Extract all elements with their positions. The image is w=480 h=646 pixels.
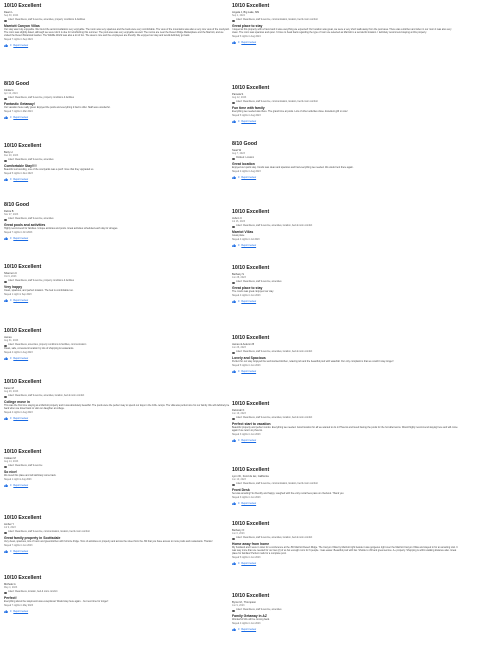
review-date: Apr 12, 2024 [4, 92, 18, 96]
liked-icon [232, 158, 235, 161]
review-score: 10/10 Excellent [232, 335, 270, 341]
review-tags-text: Liked: Cleanliness, staff & service, amenities, location, bed & room comfort [8, 395, 85, 398]
review-tags [4, 19, 230, 22]
review-tags-text: Liked: Cleanliness, staff & service, communication, location, bed & room comfort [236, 19, 318, 22]
review-actions [4, 417, 230, 420]
review-author: Debra B [4, 210, 14, 213]
review-body: Set was amazing! So friendly and happy. Laughed with the entry rental fees pass on checkout. Thank you [232, 492, 344, 496]
review-actions [4, 44, 230, 47]
review-title: Home away from home [232, 541, 270, 546]
review-date: Dec 20, 2023 [4, 154, 19, 158]
review-stayed: Stayed 7 nights in Mar 2024 [4, 111, 33, 114]
report-review-link[interactable]: Report review [13, 178, 29, 182]
thumbs-up-icon[interactable] [4, 610, 8, 613]
review-tags-text: Liked: Cleanliness, staff & service, communication, location, bed & room comfort [236, 101, 318, 104]
review-stayed: Stayed 1 night in Aug 2023 [4, 479, 32, 482]
review-stayed: Stayed 4 nights in Jun 2023 [232, 623, 261, 626]
review-actions [4, 484, 230, 487]
helpful-count: 0 [10, 299, 12, 303]
review-stayed: Stayed 3 nights in Jun 2023 [232, 497, 261, 500]
review-stayed: Stayed 5 nights in Aug 2024 [232, 36, 261, 39]
review-body: Very clean, spacious, lots of room and great kitchen with full size fridge. Tons of activities on property and across the street from the JW that you have access to more pools and restaurants. Thanks! [4, 540, 213, 544]
review-body: Wonderful! We will be coming back. [232, 618, 270, 622]
review-actions [4, 116, 230, 119]
review-date: Jun 9, 2023 [232, 604, 245, 608]
thumbs-up-icon[interactable] [4, 357, 8, 360]
report-review-link[interactable]: Report review [13, 357, 29, 361]
review-stayed: Stayed 1 night in Sep 2023 [4, 294, 32, 297]
review-card [232, 141, 458, 179]
review-title: Family Getaway in AZ [232, 613, 267, 618]
helpful-count: 0 [238, 502, 240, 506]
review-author: Michele G [4, 583, 16, 586]
liked-icon [4, 219, 7, 222]
review-stayed: Stayed 5 nights in Dec 2023 [4, 173, 33, 176]
review-author: Cinda G [4, 89, 14, 92]
review-card [4, 202, 230, 240]
review-date: Jun 6, 2023 [232, 532, 245, 536]
review-tags-text: Liked: Cleanliness, staff & service, communication, location, bed & room comfort [8, 531, 90, 534]
review-body: Enjoyed our quick stay. Condo was clean and spacious and had everything we needed. We would rent there again. [232, 166, 354, 170]
review-card [232, 3, 458, 44]
review-score: 10/10 Excellent [4, 3, 42, 9]
review-author: Shannon C [4, 272, 17, 275]
helpful-count: 0 [10, 116, 12, 120]
report-review-link[interactable]: Report review [241, 628, 257, 632]
review-actions [232, 300, 458, 303]
report-review-link[interactable]: Report review [13, 299, 29, 303]
helpful-count: 0 [10, 550, 12, 554]
report-review-link[interactable]: Report review [13, 417, 29, 421]
review-actions [232, 562, 458, 565]
helpful-count: 0 [238, 41, 240, 45]
liked-icon [232, 20, 235, 23]
review-title: Great location [232, 161, 255, 166]
review-tags [4, 280, 230, 283]
review-date: Aug 12, 2023 [232, 96, 247, 100]
review-score: 10/10 Excellent [4, 575, 42, 581]
review-score: 8/10 Good [4, 81, 30, 87]
review-score: 10/10 Excellent [232, 467, 270, 473]
review-title: Front Desk [232, 487, 250, 492]
review-date: Sep 1, 2024 [232, 14, 245, 18]
thumbs-up-icon[interactable] [4, 178, 8, 181]
thumbs-up-icon[interactable] [232, 502, 236, 505]
review-stayed: Stayed 4 nights in Jul 2023 [232, 239, 260, 242]
review-stayed: Stayed 2 nights in Aug 2023 [232, 171, 261, 174]
review-author: Bethany O [232, 529, 245, 532]
review-title: Lovely and Spacious [232, 355, 266, 360]
review-body: Our vacation here really great. Enjoyed the pools and everything it had to offer. Staff were wonderful. [4, 106, 111, 110]
liked-icon [232, 418, 235, 421]
review-title: Fantastic Getaway! [4, 101, 35, 106]
review-tags-text: Liked: Cleanliness, staff & service, amenities, location, bed & room comfort [236, 417, 313, 420]
review-score: 10/10 Excellent [232, 3, 270, 9]
review-body: Perfect for our stay. Enjoyed the well stocked kitchen, relaxing tub and the beautiful pool with waterfall. Our only complaint is that we couldn't stay longer! [232, 360, 394, 364]
report-review-link[interactable]: Report review [13, 44, 29, 48]
review-actions [232, 370, 458, 373]
review-author: Deborah K [232, 409, 245, 412]
helpful-count: 0 [238, 439, 240, 443]
review-author: Colleen M [4, 457, 16, 460]
thumbs-up-icon[interactable] [232, 120, 236, 123]
review-tags-text: Disliked: Location [236, 157, 255, 160]
review-tags-text: Liked: Cleanliness, location, bed & room comfort [8, 591, 58, 594]
review-actions [232, 176, 458, 179]
liked-icon [232, 610, 235, 613]
review-tags-text: Liked: Cleanliness, staff & service, amenities, location, bed & room comfort [236, 537, 313, 540]
review-stayed: Stayed 7 nights in May 2023 [4, 605, 33, 608]
review-card [4, 3, 230, 47]
review-card [232, 335, 458, 373]
liked-icon [4, 592, 7, 595]
review-actions [232, 502, 458, 505]
helpful-count: 0 [10, 610, 12, 614]
review-tags-text: Liked: Cleanliness, staff & service, amenities [8, 159, 54, 162]
review-score: 10/10 Excellent [232, 593, 270, 599]
review-title: Marriott Canyon Villas [4, 23, 40, 28]
review-tags [4, 531, 230, 534]
report-review-link[interactable]: Report review [13, 237, 29, 241]
review-title: Perfect! [4, 595, 17, 600]
review-tags-text: Liked: Cleanliness, staff & service, amenities [8, 218, 54, 221]
review-actions [4, 357, 230, 360]
review-actions [232, 120, 458, 123]
review-stayed: Stayed 7 nights in Jun 2023 [4, 545, 33, 548]
helpful-count: 0 [10, 237, 12, 241]
review-body: Great place [232, 234, 245, 238]
liked-icon [4, 466, 7, 469]
review-title: So nice! [4, 469, 18, 474]
report-review-link[interactable]: Report review [241, 244, 257, 248]
report-review-link[interactable]: Report review [241, 41, 257, 45]
review-body: Clean, safe, convenient location by lots of shopping & restaurants. [4, 347, 75, 351]
review-author: Amber Y [4, 523, 15, 526]
report-review-link[interactable]: Report review [13, 610, 29, 614]
review-title: Very happy [4, 284, 23, 289]
review-score: 10/10 Excellent [4, 515, 42, 521]
review-tags [232, 537, 458, 540]
helpful-count: 0 [10, 44, 12, 48]
review-actions [4, 550, 230, 553]
review-date: Aug 31, 2023 [4, 339, 19, 343]
liked-icon [4, 20, 7, 23]
report-review-link[interactable]: Report review [13, 116, 29, 120]
review-card [232, 593, 458, 631]
helpful-count: 0 [238, 370, 240, 374]
helpful-count: 0 [238, 176, 240, 180]
liked-icon [232, 538, 235, 541]
review-date: Jun 26, 2023 [232, 346, 246, 350]
review-actions [232, 628, 458, 631]
review-tags-text: Liked: Cleanliness, amenities, property conditions & facilities, communication [8, 344, 87, 347]
review-author: Steel W [232, 149, 242, 152]
review-tags-text: Liked: Cleanliness, staff & service, communication, location, bed & room comfort [236, 483, 318, 486]
review-tags [232, 483, 458, 486]
review-date: Jul 9, 2023 [4, 526, 16, 530]
review-score: 10/10 Excellent [232, 401, 270, 407]
review-title: College move in [4, 399, 31, 404]
report-review-link[interactable]: Report review [241, 439, 257, 443]
review-body: Everything we needed was there. The grand time at pools. Lots of other activities close. Excellent grill on site! [232, 110, 348, 114]
review-date: Nov 27, 2023 [4, 213, 19, 217]
review-card [4, 515, 230, 553]
review-tags-text: Liked: Cleanliness, staff & service, amenities [236, 281, 282, 284]
review-author: Pamela S [232, 93, 244, 96]
review-tags [232, 101, 458, 104]
liked-icon [4, 396, 7, 399]
review-body: Beautiful property and perfect condo. Everything we needed. Good location for all we wanted to do in Phoenix and loved having the pools for the hot afternoons. Would highly recommend staying here and will come again if we return to phoenix. [232, 426, 458, 433]
review-author: Byron M., Thompson [232, 601, 257, 604]
review-title: Great pools and activities [4, 222, 46, 227]
report-review-link[interactable]: Report review [13, 550, 29, 554]
review-card [4, 379, 230, 420]
review-actions [4, 178, 230, 181]
review-actions [4, 610, 230, 613]
thumbs-up-icon[interactable] [4, 484, 8, 487]
review-card [232, 521, 458, 565]
review-card [232, 401, 458, 442]
review-title: Fun time with family [232, 105, 265, 110]
review-body: I stayed at this property with a friend and it was everything we expected! Our location was great, we were a very short walk away from the pool area. There was a kitchen and when in our room it was also very clean. The room was spacious and quiet. I'd love to head back regarding the type of room we selected as Marriott is a wonderful location. I definitely recommend staying at this property. [232, 28, 452, 35]
thumbs-up-icon[interactable] [232, 562, 236, 565]
thumbs-up-icon[interactable] [4, 299, 8, 302]
thumbs-up-icon[interactable] [232, 176, 236, 179]
report-review-link[interactable]: Report review [13, 484, 29, 488]
review-actions [232, 41, 458, 44]
review-tags [4, 218, 230, 221]
review-actions [232, 244, 458, 247]
review-card [4, 328, 230, 360]
liked-icon [232, 484, 235, 487]
review-author: Bethany S [232, 273, 244, 276]
thumbs-up-icon[interactable] [4, 116, 8, 119]
thumbs-up-icon[interactable] [232, 300, 236, 303]
review-score: 10/10 Excellent [232, 209, 270, 215]
review-author: Angela J, Big Lake, MN [232, 11, 260, 14]
review-score: 10/10 Excellent [4, 143, 42, 149]
review-date: Aug 29, 2023 [4, 390, 19, 394]
helpful-count: 0 [10, 484, 12, 488]
liked-icon [4, 98, 7, 101]
review-tags-text: Liked: Cleanliness, staff & service [8, 465, 43, 468]
liked-icon [4, 160, 7, 163]
review-tags [4, 97, 230, 100]
report-review-link[interactable]: Report review [241, 562, 257, 566]
review-body: Beautiful surrounding, one of the courtyards was a pool! I love that they upgraded us. [4, 168, 94, 172]
review-score: 8/10 Good [4, 202, 30, 208]
review-stayed: Stayed 4 nights in Jun 2023 [232, 295, 261, 298]
review-tags [4, 159, 230, 162]
review-score: 10/10 Excellent [232, 521, 270, 527]
thumbs-up-icon[interactable] [232, 439, 236, 442]
helpful-count: 0 [10, 357, 12, 361]
review-body: My husband and I were in town for a conference at the JW Marriott Desert Ridge. The Canyon Villas by Marriott right beside it was gorgeous right over the Marriott Canyon Villas and stayed in for an amazing visit. It was way more than we needed for our two (2) of us but enough room for 6 people. I was easier. Beautiful pool with bar. Shuttle to JW and great service. A+ property. Shopping is within walking distance also. Great place for families! Perfect mark for a complete pool. [232, 546, 458, 556]
review-stayed: Stayed 5 nights in Aug 2023 [232, 115, 261, 118]
helpful-count: 0 [238, 628, 240, 632]
review-tags [232, 19, 458, 22]
review-body: Highly recommend for families. Unique activities and pools. Great activities scheduled each day for all ages. [4, 227, 119, 231]
review-tags [232, 225, 458, 228]
review-stayed: Stayed 3 nights in Jun 2023 [232, 434, 261, 437]
review-author: James [4, 336, 12, 339]
review-stayed: Stayed 4 nights in Aug 2023 [4, 352, 33, 355]
helpful-count: 0 [10, 178, 12, 182]
review-stayed: Stayed 4 nights in Aug 2023 [4, 412, 33, 415]
review-date: Jul 16, 2023 [232, 220, 246, 224]
helpful-count: 0 [238, 562, 240, 566]
review-score: 10/10 Excellent [232, 265, 270, 271]
review-actions [4, 299, 230, 302]
thumbs-up-icon[interactable] [232, 41, 236, 44]
review-title: Perfect start to vacation [232, 421, 271, 426]
review-tags [4, 465, 230, 468]
review-score: 10/10 Excellent [4, 328, 42, 334]
review-body: The condo was great. Enjoyed our stay [232, 290, 274, 294]
review-tags [232, 157, 458, 160]
review-date: Oct 9, 2023 [4, 275, 17, 279]
helpful-count: 0 [238, 120, 240, 124]
review-card [232, 467, 458, 505]
review-score: 10/10 Excellent [232, 85, 270, 91]
review-date: Aug 7, 2023 [232, 152, 245, 156]
review-card [4, 449, 230, 487]
review-card [232, 85, 458, 123]
review-card [4, 264, 230, 302]
review-author: Dawn L [4, 11, 13, 14]
review-body: Everything about the stay/resort was exceptional. Would stay here again... but next time for longer! [4, 600, 109, 604]
helpful-count: 0 [10, 417, 12, 421]
review-body: This was the first time staying at a Marriott property and it was absolutely beautiful. The pools were the perfect way to spend our days in the 100+ temps. The villa was perfect size for our family. We will definitely be back when we travel back to visit our daughter at college. [4, 404, 230, 411]
review-title: Marriot Villas [232, 229, 254, 234]
review-tags-text: Liked: Cleanliness, staff & service, amenities [236, 609, 282, 612]
review-card [4, 575, 230, 613]
report-review-link[interactable]: Report review [241, 120, 257, 124]
liked-icon [4, 281, 7, 284]
liked-icon [232, 352, 235, 355]
review-card [4, 81, 230, 119]
thumbs-up-icon[interactable] [232, 244, 236, 247]
review-actions [4, 237, 230, 240]
review-tags-text: Liked: Cleanliness, staff & service, property conditions & facilities [8, 280, 75, 283]
review-tags-text: Liked: Cleanliness, staff & service, amenities, location, bed & room comfort [236, 351, 313, 354]
review-date: May 4, 2023 [4, 586, 18, 590]
review-tags-text: Liked: Cleanliness, staff & service, property conditions & facilities [8, 97, 75, 100]
review-tags [232, 417, 458, 420]
helpful-count: 0 [238, 300, 240, 304]
review-stayed: Stayed 5 nights in Jun 2023 [232, 557, 261, 560]
review-tags [232, 281, 458, 284]
report-review-link[interactable]: Report review [241, 300, 257, 304]
thumbs-up-icon[interactable] [4, 237, 8, 240]
liked-icon [232, 226, 235, 229]
review-body: Our stay was truly enjoyable. We found the accommodations very enjoyable. The room was very spacious and the beds were very comfortable. The view of the mountains was also a very nice view of the courtyard. The room was slightly dated, although we were told it is due for refurbishing this summer. The pool area was very enjoyable as well. The rooms are near the Desert Ridge Marketplace and the Marriott, and we visited the Desert Botanical Garden. The Wildlife World was also a lot of fun. The area is nice and the employees are friendly. We enjoyed our stay and would definitely go back. [4, 28, 230, 38]
thumbs-up-icon[interactable] [232, 628, 236, 631]
review-date: Aug 14, 2023 [4, 460, 19, 464]
review-score: 10/10 Excellent [4, 379, 42, 385]
review-author: JoAnn C [232, 217, 242, 220]
review-score: 10/10 Excellent [4, 449, 42, 455]
review-tags [4, 395, 230, 398]
review-date: Jun 19, 2023 [232, 412, 246, 416]
review-card [4, 143, 230, 181]
report-review-link[interactable]: Report review [241, 502, 257, 506]
review-tags [4, 591, 230, 594]
review-date: Sep 30, 2024 [4, 14, 19, 18]
review-stayed: Stayed 7 nights in Oct 2023 [4, 232, 33, 235]
review-tags-text: Liked: Cleanliness, staff & service, amenities, property conditions & facilities [8, 19, 86, 22]
thumbs-up-icon[interactable] [232, 370, 236, 373]
review-author: Karen M [4, 387, 14, 390]
review-author: James & Autumn B [232, 343, 255, 346]
review-score: 8/10 Good [232, 141, 258, 147]
report-review-link[interactable]: Report review [241, 370, 257, 374]
liked-icon [232, 102, 235, 105]
review-author: Lynn W., Fond du lac, California [232, 475, 269, 478]
review-stayed: Stayed 7 nights in Sep 2024 [4, 39, 33, 42]
review-date: Jun 28, 2023 [232, 276, 246, 280]
review-title: Comfortable Stay!!!! [4, 163, 37, 168]
review-title: Great family property in Scottsdale [4, 535, 61, 540]
review-actions [232, 439, 458, 442]
thumbs-up-icon[interactable] [4, 44, 8, 47]
review-stayed: Stayed 5 nights in Jun 2023 [232, 365, 261, 368]
review-body: We loved this place and will definitely come back. [4, 474, 57, 478]
review-score: 10/10 Excellent [4, 264, 42, 270]
thumbs-up-icon[interactable] [4, 417, 8, 420]
review-date: Jun 10, 2023 [232, 478, 246, 482]
liked-icon [232, 282, 235, 285]
review-tags [232, 609, 458, 612]
report-review-link[interactable]: Report review [241, 176, 257, 180]
review-title: Great place to stay [232, 23, 263, 28]
review-title: Great place to stay [232, 285, 263, 290]
thumbs-up-icon[interactable] [4, 550, 8, 553]
helpful-count: 0 [238, 244, 240, 248]
liked-icon [4, 532, 7, 535]
review-card [232, 265, 458, 303]
review-tags [232, 351, 458, 354]
review-body: Clean, spacious, and perfect location. The bed is comfortable too. [4, 289, 74, 293]
review-card [232, 209, 458, 247]
review-author: Betty H [4, 151, 13, 154]
review-tags-text: Liked: Cleanliness, staff & service, amenities, location, bed & room comfort [236, 225, 313, 228]
